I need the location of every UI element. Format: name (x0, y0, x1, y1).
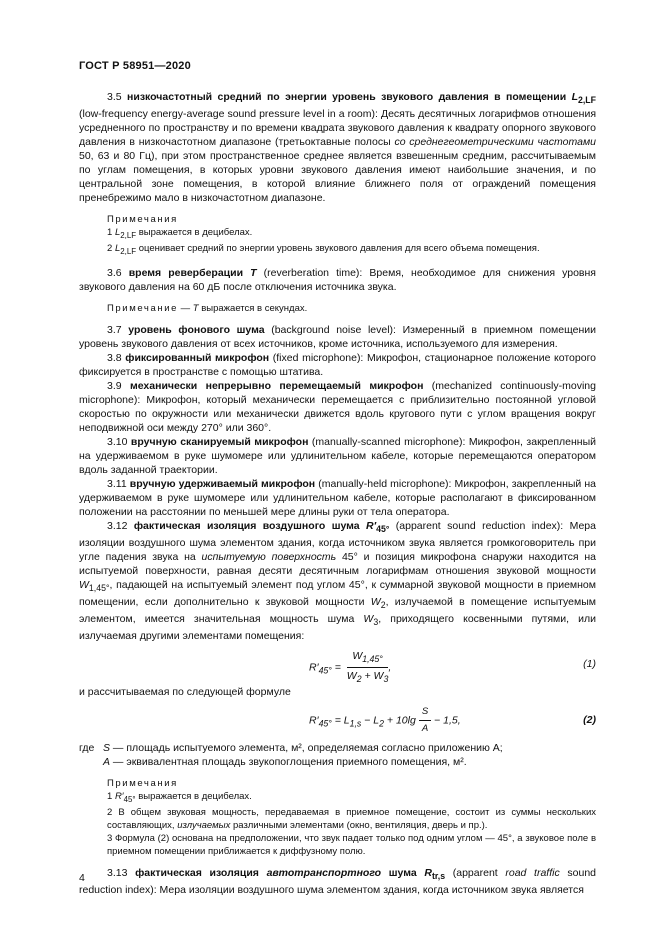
section-3-10: 3.10 вручную сканируемый микрофон (manually-scanned microphone): Микрофон, закрепленный на удерживаемом в руке шумомере или удлинительном кабеле, которые перемещаются оператором вдоль заданной траектории. (79, 435, 597, 476)
formula-2-intro: и рассчитываемая по следующей формуле (79, 686, 291, 699)
section-3-12: 3.12 фактическая изоляция воздушного шума $R'_{45^\circ}$ (apparent sound reduction index): Мера изоляции воздушного шума элементом здания, когда источником звука является громкоговоритель при угле падения звука на испытуемую поверхность 45° и позиция микрофона снаружи находится на испытуемой поверхности, равная десяти десятичным логарифмам отношения звуковой мощности $W_{1,45^\circ}$, падающей на испытуемый элемент под углом 45°, к суммарной звуковой мощности в приемном помещении, если дополнительно к звуковой мощности $W_2$, излучаемой в помещение испытуемым элементом, имеется значительная мощность шума $W_3$, приходящего косвенными путями, или излучаемая другими элементами помещения: (79, 519, 596, 643)
notes-heading: Примечания (107, 214, 178, 226)
section-3-6: 3.6 время реверберации T (reverberation time): Время, необходимое для снижения уровня звукового давления на 60 дБ после отключения источника звука. (79, 266, 596, 293)
document-body (79, 90, 596, 897)
section-3-8: 3.8 фиксированный микрофон (fixed microphone): Микрофон, стационарное положение которого фиксируется в пространстве с помощью штатива. (79, 351, 597, 378)
notes-3-5 (107, 213, 596, 258)
note-2: 2 В общем звуковая мощность, передаваемая в приемное помещение, состоит из суммы нескольких составляющих, излучаемых различными элементами (окно, вентиляция, дверь и пр.). (107, 807, 596, 832)
section-3-13: 3.13 фактическая изоляция автотранспортного шума $R_{tr,s}$ (apparent road traffic sound reduction index): Мера изоляции воздушного шума элементом здания, когда источником звука является (79, 867, 597, 897)
note-3: 3 Формула (2) основана на предположении, что звук падает только под одним углом — 45°, а звуковое поле в приемном помещении приближается к диффузному полю. (107, 833, 596, 858)
term-3-6: время реверберации (128, 266, 244, 279)
section-3-7: 3.7 уровень фонового шума (background noise level): Измеренный в приемном помещении уровень звукового давления от всех источников, кроме источника, используемого для измерения. (79, 323, 597, 350)
formula-number-1: (1) (583, 658, 596, 671)
document-header: ГОСТ Р 58951—2020 (79, 60, 191, 72)
section-3-5: 3.5 низкочастотный средний по энергии уровень звукового давления в помещении $L_{2,LF}$ (low-frequency energy-average sound pressure level in a room): Десять десятичных логарифмов отношения усредненного по пространству и по времени квадрата звукового давления к квадрату опорного звукового давления в низкочастотном диапазоне (третьоктавные полосы со среднегеометрическими частотами 50, 63 и 80 Гц), при этом пространственное среднее является взвешенным средним, рассчитываемым по углам помещения, в которых уровни звукового давления имеют наибольшие значения, и по центральной зоне помещения, в которой влияние ближнего поля от ограждений помещения пренебрежимо мало в низкочастотном диапазоне. (79, 91, 597, 205)
note-1: 1 $L_{2,LF}$ выражается в децибелах. (107, 227, 253, 240)
formula-2: $R'_{45^\circ} = L_{1,s} - L_2 + 10\lg$ $\frac{S}{A}$ − 1,5, (2) (309, 706, 596, 735)
note-1: 1 $R'_{45^\circ}$ выражается в децибелах. (107, 791, 252, 805)
page-number: 4 (79, 872, 85, 884)
definitions: где S — площадь испытуемого элемента, м², определяемая согласно приложению А; A — эквивалентная площадь звукопоглощения приемного помещения, м². (79, 742, 503, 769)
section-3-9: 3.9 механически непрерывно перемещаемый микрофон (mechanized continuously-moving microphone): Микрофон, который механически перемещается с приблизительно постоянной угловой скоростью по окружности или механически движется вдоль кругового пути с углом вращения вокруг неподвижной оси между 270° или 360°. (79, 379, 596, 434)
section-3-11: 3.11 вручную удерживаемый микрофон (manually-held microphone): Микрофон, закрепленный на удерживаемом в руке шумомере или удлинительном кабеле, которые располагают в фиксированном положении на расстоянии по меньшей мере длины руки от тела оператора. (79, 477, 597, 518)
notes-3-12: Примечания 1 $R'_{45^\circ}$ выражается в децибелах. 2 В общем звуковая мощность, передаваемая в приемное помещение, состоит из суммы нескольких составляющих, излучаемых различными элементами (окно, вентиляция, дверь и пр.). 3 Формула (2) основана на предположении, что звук падает только под одним углом — 45°, а звуковое поле в приемном помещении приближается к диффузному полю. (107, 778, 596, 858)
note-2: 2 $L_{2,LF}$ оценивает средний по энергии уровень звукового давления для всего объема помещения. (107, 242, 540, 256)
formula-number-2: (2) (583, 714, 596, 727)
formula-1: $R'_{45^\circ}$ = $\frac{W_{1,45^\circ}}{W_2 + W_3}$ , (1) (309, 650, 596, 685)
note-3-6: Примечание — T выражается в секундах. (107, 302, 308, 314)
term-3-5: низкочастотный средний по энергии уровень звукового давления в помещении (127, 91, 567, 103)
